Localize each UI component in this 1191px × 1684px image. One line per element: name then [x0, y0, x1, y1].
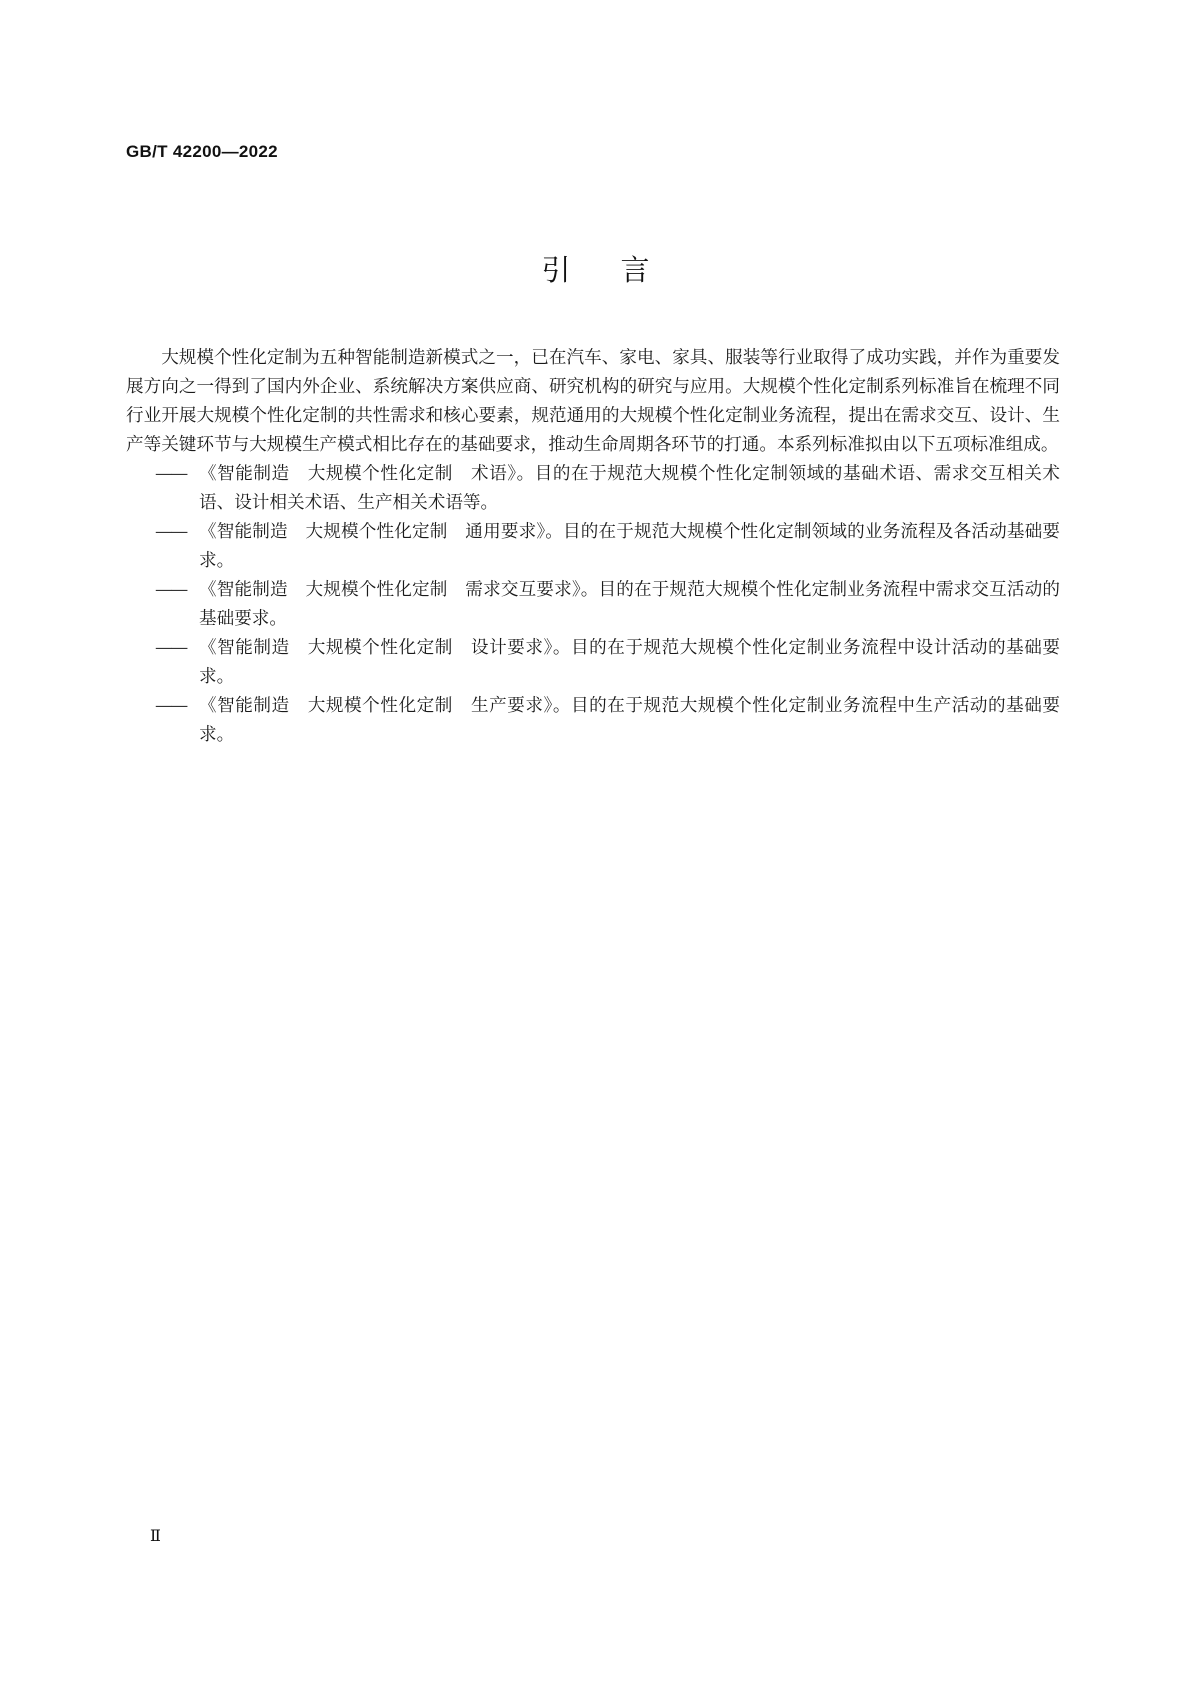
standard-item-3 — [155, 576, 1060, 634]
list-dash: —— — [155, 522, 187, 542]
list-dash: —— — [155, 696, 187, 716]
standard-item-2 — [155, 518, 1060, 576]
page-number: Ⅱ — [150, 1528, 161, 1545]
standard-item-text: 《智能制造 大规模个性化定制 需求交互要求》。目的在于规范大规模个性化定制业务流程中需求交互活动的基础要求。 — [199, 580, 1060, 629]
list-dash: —— — [155, 580, 187, 600]
introduction-body — [126, 344, 1060, 750]
standard-item-text: 《智能制造 大规模个性化定制 通用要求》。目的在于规范大规模个性化定制领域的业务流程及各活动基础要求。 — [199, 522, 1060, 571]
intro-paragraph: 大规模个性化定制为五种智能制造新模式之一，已在汽车、家电、家具、服装等行业取得了成功实践，并作为重要发展方向之一得到了国内外企业、系统解决方案供应商、研究机构的研究与应用。大规模个性化定制系列标准旨在梳理不同行业开展大规模个性化定制的共性需求和核心要素，规范通用的大规模个性化定制业务流程，提出在需求交互、设计、生产等关键环节与大规模生产模式相比存在的基础要求，推动生命周期各环节的打通。本系列标准拟由以下五项标准组成。 — [126, 348, 1060, 455]
standard-item-text: 《智能制造 大规模个性化定制 术语》。目的在于规范大规模个性化定制领域的基础术语、需求交互相关术语、设计相关术语、生产相关术语等。 — [199, 464, 1060, 513]
standard-item-5 — [155, 692, 1060, 750]
standards-list — [155, 460, 1060, 750]
list-dash: —— — [155, 638, 187, 658]
standard-number: GB/T 42200—2022 — [126, 142, 278, 161]
list-dash: —— — [155, 464, 187, 484]
standard-item-text: 《智能制造 大规模个性化定制 设计要求》。目的在于规范大规模个性化定制业务流程中设计活动的基础要求。 — [199, 638, 1060, 687]
standard-item-1 — [155, 460, 1060, 518]
standard-item-4 — [155, 634, 1060, 692]
standard-item-text: 《智能制造 大规模个性化定制 生产要求》。目的在于规范大规模个性化定制业务流程中生产活动的基础要求。 — [199, 696, 1060, 745]
page-title: 引言 — [541, 253, 700, 287]
